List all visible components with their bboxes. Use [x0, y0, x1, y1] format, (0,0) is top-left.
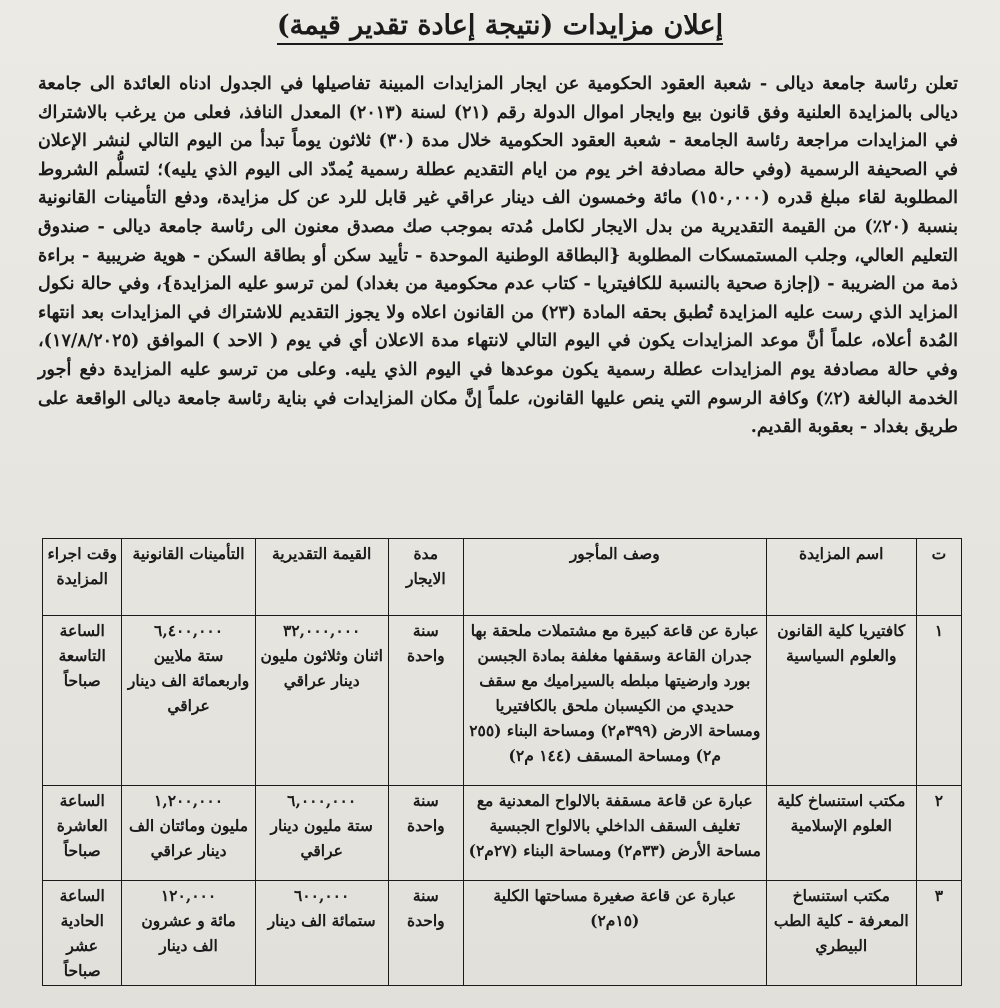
estimated-value-words: اثنان وثلاثون مليون دينار عراقي: [260, 646, 383, 690]
auction-time: الساعة العاشرة صباحاً: [43, 786, 122, 881]
header-name: اسم المزايدة: [766, 539, 916, 616]
header-desc: وصف المأجور: [463, 539, 766, 616]
property-description: عبارة عن قاعة صغيرة مساحتها الكلية (١٥م٢): [463, 881, 766, 986]
estimated-value-number: ٣٢,٠٠٠,٠٠٠: [282, 621, 361, 640]
header-duration: مدة الايجار: [388, 539, 463, 616]
estimated-value-cell: [255, 881, 388, 986]
auction-time: الساعة الحادية عشر صباحاً: [43, 881, 122, 986]
insurance-cell: [122, 786, 255, 881]
auction-name: كافتيريا كلية القانون والعلوم السياسية: [766, 616, 916, 786]
auction-name: مكتب استنساخ المعرفة - كلية الطب البيطري: [766, 881, 916, 986]
auction-name: مكتب استنساخ كلية العلوم الإسلامية: [766, 786, 916, 881]
insurance-words: مائة و عشرون الف دينار: [141, 911, 236, 955]
announcement-body: [38, 70, 958, 442]
estimated-value-number: ٦٠٠,٠٠٠: [293, 886, 350, 905]
insurance-words: مليون ومائتان الف دينار عراقي: [129, 816, 249, 860]
auction-time: الساعة التاسعة صباحاً: [43, 616, 122, 786]
row-num: ١: [916, 616, 961, 786]
row-num: ٢: [916, 786, 961, 881]
header-insurance: التأمينات القانونية: [122, 539, 255, 616]
auctions-table: [42, 538, 962, 986]
lease-duration: سنة واحدة: [388, 616, 463, 786]
table-row: [43, 786, 962, 881]
estimated-value-words: ستمائة الف دينار: [267, 911, 376, 930]
table-header-row: [43, 539, 962, 616]
announcement-paragraph: تعلن رئاسة جامعة ديالى - شعبة العقود الحكومية عن ايجار المزايدات المبينة تفاصيلها في الجدول ادناه العائدة الى جامعة ديالى بالمزايدة العلنية وفق قانون بيع وايجار اموال الدولة رقم (٢١) لسنة (٢٠١٣) المعدل النافذ، فعلى من يرغب بالاشتراك في المزايدات مراجعة رئاسة الجامعة - شعبة العقود الحكومية خلال مدة (٣٠) ثلاثون يوماً تبدأ من اليوم التالي لنشر الإعلان في الصحيفة الرسمية (وفي حالة مصادفة اخر يوم من ايام التقديم عطلة رسمية يُمدّد الى اليوم الذي يليه)؛ لتسلُّم الشروط المطلوبة لقاء مبلغ قدره (١٥٠,٠٠٠) مائة وخمسون الف دينار عراقي غير قابل للرد عن كل مزايدة، ودفع التأمينات القانونية بنسبة (٢٠٪) من القيمة التقديرية من بدل الايجار لكامل مُدته بموجب صك مصدق معنون الى رئاسة جامعة ديالى - صندوق التعليم العالي، وجلب المستمسكات المطلوبة {البطاقة الوطنية الموحدة - تأييد سكن أو بطاقة السكن - هوية ضريبية - براءة ذمة من الضريبة - (إجازة صحية بالنسبة للكافيتريا - كتاب عدم محكومية من بغداد) لمن ترسو عليه المزايدة}، وفي حالة نكول المزايد الذي رست عليه المزايدة تُطبق بحقه المادة (٢٣) من القانون اعلاه ولا يجوز التقديم للاشتراك في المزايدات بعد انتهاء المُدة أعلاه، علماً أنَّ موعد المزايدات يكون في اليوم التالي لانتهاء مدة الاعلان أي في يوم ( الاحد ) الموافق (١٧/٨/٢٠٢٥)، وفي حالة مصادفة يوم المزايدات عطلة رسمية يكون موعدها في اليوم الذي يليه. وعلى من ترسو عليه المزايدة دفع أجور الخدمة البالغة (٢٪) وكافة الرسوم التي ينص عليها القانون، علماً إنَّ مكان المزايدات في بناية رئاسة جامعة ديالى الواقعة على طريق بغداد - بعقوبة القديم.: [38, 73, 959, 438]
insurance-number: ٦,٤٠٠,٠٠٠: [154, 621, 224, 640]
property-description: عبارة عن قاعة مسقفة بالالواح المعدنية مع تغليف السقف الداخلي بالالواح الجبسية مساحة الأرض (٣٣م٢) ومساحة البناء (٢٧م٢): [463, 786, 766, 881]
insurance-cell: [122, 881, 255, 986]
lease-duration: سنة واحدة: [388, 786, 463, 881]
estimated-value-number: ٦,٠٠٠,٠٠٠: [287, 791, 357, 810]
announcement-title: [0, 10, 1000, 41]
header-value: القيمة التقديرية: [255, 539, 388, 616]
insurance-number: ١,٢٠٠,٠٠٠: [154, 791, 224, 810]
property-description: عبارة عن قاعة كبيرة مع مشتملات ملحقة بها جدران القاعة وسقفها مغلفة بمادة الجبسن بورد وارضيتها مبلطه بالسيراميك مع سقف حديدي من الكيسبان ملحق بالكافتيريا ومساحة الارض (٣٩٩م٢) ومساحة البناء (٢٥٥ م٢) ومساحة المسقف (١٤٤ م٢): [463, 616, 766, 786]
insurance-words: ستة ملايين واربعمائة الف دينار عراقي: [127, 646, 250, 715]
header-num: ت: [916, 539, 961, 616]
insurance-number: ١٢٠,٠٠٠: [160, 886, 217, 905]
announcement-title-text: إعلان مزايدات (نتيجة إعادة تقدير قيمة): [277, 10, 723, 45]
header-time: وقت اجراء المزايدة: [43, 539, 122, 616]
estimated-value-words: ستة مليون دينار عراقي: [270, 816, 373, 860]
insurance-cell: [122, 616, 255, 786]
lease-duration: سنة واحدة: [388, 881, 463, 986]
estimated-value-cell: [255, 616, 388, 786]
row-num: ٣: [916, 881, 961, 986]
estimated-value-cell: [255, 786, 388, 881]
table-row: [43, 616, 962, 786]
table-row: [43, 881, 962, 986]
